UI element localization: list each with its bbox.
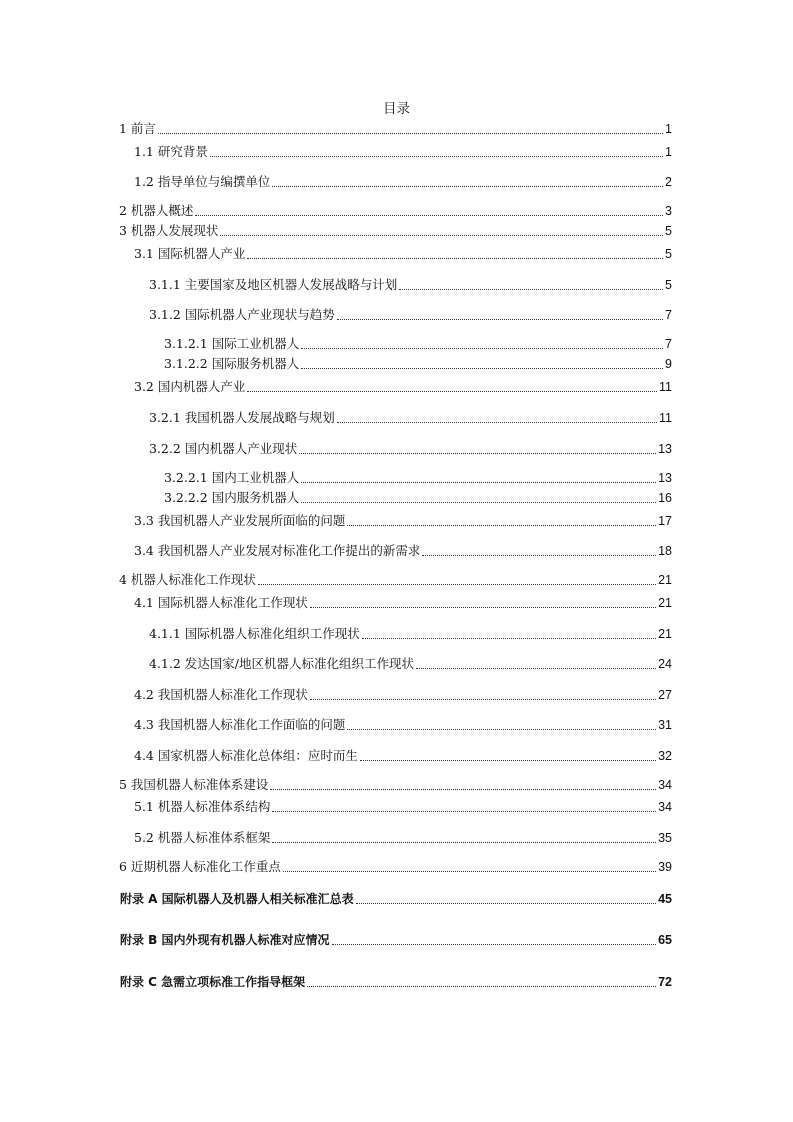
- toc-entry[interactable]: [134, 511, 672, 529]
- toc-entry-label: 1.2 指导单位与编撰单位: [134, 174, 271, 189]
- toc-entry[interactable]: [164, 468, 672, 486]
- toc-entry[interactable]: [134, 377, 672, 395]
- dot-leader: [258, 584, 656, 585]
- toc-entry[interactable]: [134, 685, 672, 703]
- toc-entry-page: 18: [658, 544, 672, 558]
- toc-entry-page: 13: [658, 442, 672, 456]
- toc-entry-page: 21: [658, 596, 672, 610]
- toc-entry-label: 3.1 国际机器人产业: [134, 246, 246, 261]
- toc-entry-page: 21: [658, 627, 672, 641]
- toc-entry[interactable]: [134, 244, 672, 262]
- dot-leader: [310, 607, 656, 608]
- toc-entry-appendix[interactable]: [120, 930, 672, 948]
- toc-entry[interactable]: [164, 334, 672, 352]
- toc-entry[interactable]: [149, 408, 672, 426]
- dot-leader: [337, 422, 657, 423]
- dot-leader: [195, 215, 663, 216]
- toc-title: 目录: [383, 101, 410, 117]
- dot-leader: [247, 391, 657, 392]
- toc-entry-page: 11: [659, 380, 672, 394]
- toc-entry-page: 7: [665, 308, 672, 322]
- dot-leader: [301, 482, 656, 483]
- dot-leader: [416, 668, 656, 669]
- toc-entry-label: 3.1.2.1 国际工业机器人: [164, 336, 300, 351]
- toc-entry-label: 5 我国机器人标准体系建设: [119, 777, 269, 792]
- dot-leader: [356, 903, 656, 904]
- dot-leader: [347, 729, 656, 730]
- toc-entry-appendix[interactable]: [120, 889, 672, 907]
- toc-entry-page: 7: [665, 337, 672, 351]
- toc-entry-label: 附录 A 国际机器人及机器人相关标准汇总表: [120, 892, 354, 906]
- toc-entry-page: 31: [658, 718, 672, 732]
- toc-entry-label: 4.4 国家机器人标准化总体组：应时而生: [134, 748, 358, 763]
- toc-entry[interactable]: [134, 541, 672, 559]
- toc-entry[interactable]: [149, 654, 672, 672]
- toc-entry-label: 5.2 机器人标准体系框架: [134, 830, 271, 845]
- toc-entry-page: 5: [665, 247, 672, 261]
- dot-leader: [347, 525, 656, 526]
- toc-entry-page: 65: [658, 933, 672, 947]
- toc-entry-page: 5: [665, 278, 672, 292]
- toc-entry-page: 16: [658, 491, 672, 505]
- toc-entry-page: 45: [658, 892, 672, 906]
- toc-entry[interactable]: [119, 201, 672, 219]
- toc-entry-label: 3.2.2.2 国内服务机器人: [164, 490, 300, 505]
- toc-entry[interactable]: [119, 775, 672, 793]
- dot-leader: [399, 289, 663, 290]
- toc-entry-label: 2 机器人概述: [119, 203, 194, 218]
- toc-entry-label: 4.2 我国机器人标准化工作现状: [134, 687, 308, 702]
- toc-entry-label: 4 机器人标准化工作现状: [119, 572, 256, 587]
- toc-entry-page: 2: [665, 175, 672, 189]
- toc-entry-page: 35: [658, 831, 672, 845]
- toc-entry-label: 4.3 我国机器人标准化工作面临的问题: [134, 717, 346, 732]
- toc-entry-label: 3.3 我国机器人产业发展所面临的问题: [134, 513, 346, 528]
- toc-entry[interactable]: [119, 857, 672, 875]
- toc-entry-label: 5.1 机器人标准体系结构: [134, 799, 271, 814]
- toc-entry-page: 5: [665, 224, 672, 238]
- dot-leader: [310, 699, 656, 700]
- dot-leader: [301, 348, 663, 349]
- toc-entry-label: 3.2.2.1 国内工业机器人: [164, 470, 300, 485]
- dot-leader: [362, 638, 656, 639]
- toc-entry[interactable]: [119, 570, 672, 588]
- dot-leader: [422, 555, 656, 556]
- toc-entry-page: 39: [658, 860, 672, 874]
- toc-entry-label: 4.1.1 国际机器人标准化组织工作现状: [149, 626, 360, 641]
- toc-entry[interactable]: [134, 797, 672, 815]
- toc-entry-label: 附录 C 急需立项标准工作指导框架: [120, 975, 306, 989]
- toc-entry[interactable]: [119, 221, 672, 239]
- toc-entry[interactable]: [149, 439, 672, 457]
- toc-entry-label: 1.1 研究背景: [134, 144, 208, 159]
- dot-leader: [337, 319, 663, 320]
- toc-entry-page: 32: [658, 749, 672, 763]
- toc-entry-label: 3.1.2.2 国际服务机器人: [164, 356, 300, 371]
- toc-entry-label: 3.1.2 国际机器人产业现状与趋势: [149, 307, 335, 322]
- toc-entry-page: 1: [665, 122, 672, 136]
- toc-entry-label: 3.1.1 主要国家及地区机器人发展战略与计划: [149, 277, 398, 292]
- toc-entry-page: 3: [665, 204, 672, 218]
- toc-entry-page: 9: [665, 357, 672, 371]
- dot-leader: [220, 235, 663, 236]
- dot-leader: [301, 502, 656, 503]
- toc-entry-label: 3.2.2 国内机器人产业现状: [149, 441, 298, 456]
- toc-entry[interactable]: [164, 488, 672, 506]
- toc-entry[interactable]: [134, 593, 672, 611]
- toc-entry-page: 13: [658, 471, 672, 485]
- toc-entry[interactable]: [149, 624, 672, 642]
- toc-entry-page: 24: [658, 657, 672, 671]
- toc-entry[interactable]: [134, 172, 672, 190]
- dot-leader: [270, 789, 656, 790]
- toc-entry[interactable]: [134, 746, 672, 764]
- toc-entry-label: 3.4 我国机器人产业发展对标准化工作提出的新需求: [134, 543, 421, 558]
- dot-leader: [158, 133, 663, 134]
- toc-entry-label: 3.2 国内机器人产业: [134, 379, 246, 394]
- dot-leader: [301, 368, 663, 369]
- dot-leader: [283, 871, 656, 872]
- toc-entry-page: 72: [658, 975, 672, 989]
- toc-entry[interactable]: [119, 119, 672, 137]
- toc-entry[interactable]: [164, 354, 672, 372]
- toc-entry-appendix[interactable]: [120, 972, 672, 990]
- toc-entry-label: 4.1.2 发达国家/地区机器人标准化组织工作现状: [149, 656, 414, 671]
- toc-entry-label: 1 前言: [119, 121, 156, 136]
- toc-entry[interactable]: [134, 715, 672, 733]
- toc-entry-page: 11: [659, 411, 672, 425]
- dot-leader: [299, 453, 656, 454]
- toc-entry-page: 34: [658, 800, 672, 814]
- toc-entry[interactable]: [134, 142, 672, 160]
- dot-leader: [272, 842, 656, 843]
- toc-entry-page: 1: [665, 145, 672, 159]
- toc-entry-label: 3 机器人发展现状: [119, 223, 219, 238]
- toc-entry[interactable]: [134, 828, 672, 846]
- toc-entry[interactable]: [149, 275, 672, 293]
- dot-leader: [247, 258, 663, 259]
- toc-entry[interactable]: [149, 305, 672, 323]
- toc-entry-page: 17: [658, 514, 672, 528]
- dot-leader: [210, 156, 663, 157]
- dot-leader: [272, 811, 656, 812]
- toc-entry-label: 附录 B 国内外现有机器人标准对应情况: [120, 933, 330, 947]
- toc-entry-page: 34: [658, 778, 672, 792]
- dot-leader: [360, 760, 656, 761]
- dot-leader: [272, 186, 663, 187]
- dot-leader: [307, 986, 656, 987]
- toc-entry-label: 4.1 国际机器人标准化工作现状: [134, 595, 308, 610]
- toc-entry-label: 3.2.1 我国机器人发展战略与规划: [149, 410, 335, 425]
- dot-leader: [332, 944, 657, 945]
- toc-entry-page: 27: [658, 688, 672, 702]
- toc-entry-label: 6 近期机器人标准化工作重点: [119, 859, 281, 874]
- toc-entry-page: 21: [658, 573, 672, 587]
